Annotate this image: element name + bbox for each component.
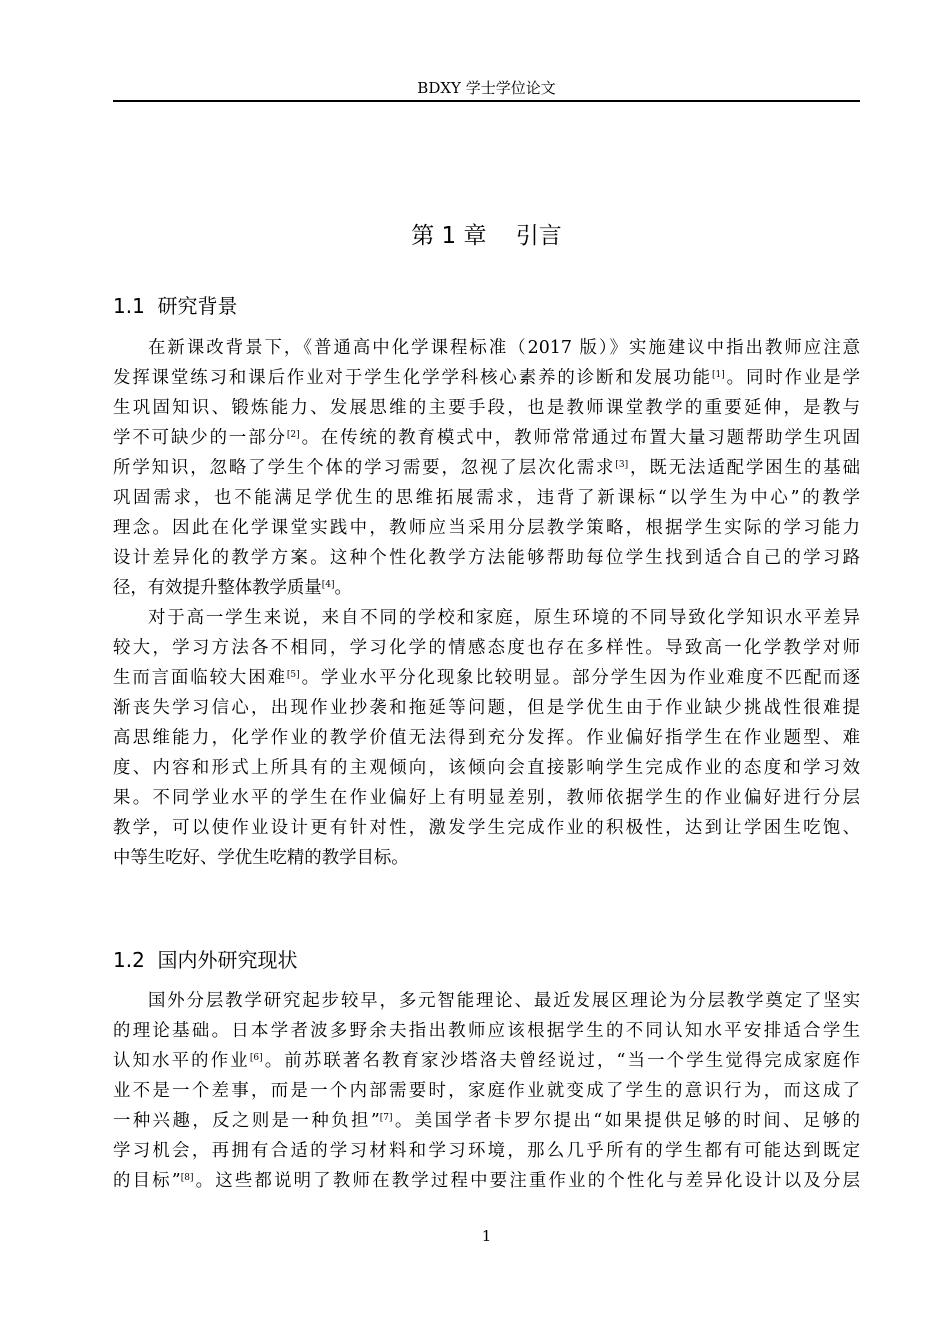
text-run: 一种兴趣，反之则是一种负担”	[113, 1111, 380, 1131]
citation-mark: [6]	[249, 1053, 263, 1063]
text-run: ，既无法适配学困生的基础	[628, 458, 860, 478]
text-run: 。这些都说明了教师在教学过程中要注重作业的个性化与差异化设计以及分层	[193, 1171, 860, 1191]
text-line	[113, 1106, 860, 1136]
text-line: 业不是一个差事，而是一个内部需要时，家庭作业就变成了学生的意识行为，而这成了	[113, 1081, 860, 1101]
text-run: 所学知识，忽略了学生个体的学习需要，忽视了层次化需求	[113, 458, 616, 478]
text-line: 在新课改背景下，《普通高中化学课程标准（2017 版）》实施建议中指出教师应注意	[148, 338, 860, 358]
header-rule	[113, 100, 860, 102]
text-run: 。	[334, 578, 352, 598]
text-run: 的目标”	[113, 1171, 181, 1191]
chapter-title: 第 1 章 引言	[411, 223, 562, 249]
text-line	[113, 453, 860, 483]
text-line: 国外分层教学研究起步较早，多元智能理论、最近发展区理论为分层教学奠定了坚实	[148, 991, 860, 1011]
text-line	[113, 423, 860, 453]
text-line: 果。不同学业水平的学生在作业偏好上有明显差别，教师依据学生的作业偏好进行分层	[113, 788, 860, 808]
text-run: 。前苏联著名教育家沙塔洛夫曾经说过，“当一个学生觉得完成家庭作	[262, 1051, 860, 1071]
text-run: 认知水平的作业	[113, 1051, 250, 1071]
text-run: 。美国学者卡罗尔提出“如果提供足够的时间、足够的	[392, 1111, 860, 1131]
text-run: 生而言面临较大困难	[113, 668, 287, 688]
text-run: 径，有效提升整体教学质量	[113, 578, 322, 598]
text-run: 。学业水平分化现象比较明显。部分学生因为作业难度不匹配而逐	[299, 668, 860, 688]
text-line: 教学，可以使作业设计更有针对性，激发学生完成作业的积极性，达到让学困生吃饱、	[113, 818, 860, 838]
text-line: 对于高一学生来说，来自不同的学校和家庭，原生环境的不同导致化学知识水平差异	[148, 608, 860, 628]
text-run: 。同时作业是学	[724, 368, 860, 388]
citation-mark: [2]	[286, 430, 300, 440]
citation-mark: [4]	[321, 580, 335, 590]
text-line	[113, 573, 860, 603]
section-1-1-body	[113, 333, 860, 873]
citation-mark: [3]	[615, 460, 629, 470]
text-run: 学不可缺少的一部分	[113, 428, 287, 448]
paragraph	[113, 603, 860, 873]
text-line: 生巩固知识、锻炼能力、发展思维的主要手段，也是教师课堂教学的重要延伸，是教与	[113, 398, 860, 418]
running-header: BDXY 学士学位论文	[417, 79, 556, 97]
paragraph	[113, 333, 860, 603]
text-line: 较大，学习方法各不相同，学习化学的情感态度也存在多样性。导致高一化学教学对师	[113, 638, 860, 658]
text-line: 巩固需求，也不能满足学优生的思维拓展需求，违背了新课标“以学生为中心”的教学	[113, 488, 860, 508]
text-line: 学习机会，再拥有合适的学习材料和学习环境，那么几乎所有的学生都有可能达到既定	[113, 1141, 860, 1161]
page-number: 1	[481, 1227, 492, 1245]
text-run: 发挥课堂练习和课后作业对于学生化学学科核心素养的诊断和发展功能	[113, 368, 712, 388]
section-heading-1-2: 1.2 国内外研究现状	[113, 948, 298, 972]
text-line	[113, 1166, 860, 1196]
citation-mark: [5]	[286, 670, 300, 680]
text-line: 理念。因此在化学课堂实践中，教师应当采用分层教学策略，根据学生实际的学习能力	[113, 518, 860, 538]
section-heading-1-1: 1.1 研究背景	[113, 294, 238, 318]
section-1-2-body	[113, 986, 860, 1196]
text-line: 中等生吃好、学优生吃精的教学目标。	[113, 848, 409, 868]
text-line	[113, 363, 860, 393]
text-line: 设计差异化的教学方案。这种个性化教学方法能够帮助每位学生找到适合自己的学习路	[113, 548, 860, 568]
citation-mark: [7]	[379, 1113, 393, 1123]
text-line: 度、内容和形式上所具有的主观倾向，该倾向会直接影响学生完成作业的态度和学习效	[113, 758, 860, 778]
citation-mark: [1]	[711, 370, 725, 380]
text-line	[113, 663, 860, 693]
text-line: 高思维能力，化学作业的教学价值无法得到充分发挥。作业偏好指学生在作业题型、难	[113, 728, 860, 748]
text-line	[113, 1046, 860, 1076]
text-line: 渐丧失学习信心，出现作业抄袭和拖延等问题，但是学优生由于作业缺少挑战性很难提	[113, 698, 860, 718]
citation-mark: [8]	[180, 1173, 194, 1183]
paragraph	[113, 986, 860, 1196]
text-run: 。在传统的教育模式中，教师常常通过布置大量习题帮助学生巩固	[299, 428, 860, 448]
text-line: 的理论基础。日本学者波多野余夫指出教师应该根据学生的不同认知水平安排适合学生	[113, 1021, 860, 1041]
